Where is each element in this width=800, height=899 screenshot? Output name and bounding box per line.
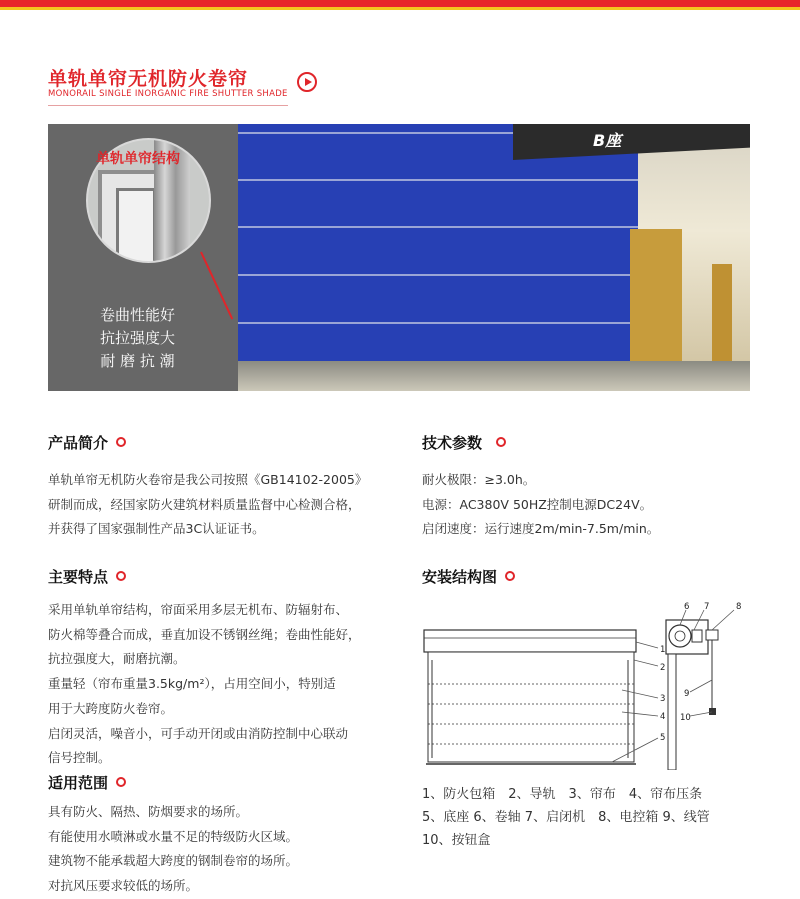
specs-text: 耐火极限：≥3.0h。 电源：AC380V 50HZ控制电源DC24V。 启闭速度：运行速度2m/min-7.5m/min。 [422, 472, 660, 537]
callout-9: 9 [684, 689, 690, 699]
callout-6: 6 [684, 602, 690, 612]
banner-info-panel [48, 124, 238, 391]
intro-text: 单轨单帘无机防火卷帘是我公司按照《GB14102-2005》 研制而成，经国家防火建筑材料质量监督中心检测合格， 并获得了国家强制性产品3C认证证书。 [48, 472, 368, 537]
product-banner [48, 124, 750, 391]
section-dot-icon [496, 437, 506, 447]
install-legend: 1、防火包箱 2、导轨 3、帘布 4、帘布压条 5、底座 6、卷轴 7、启闭机 8、电控箱 9、线管 10、按钮盒 [422, 787, 710, 848]
callout-4: 4 [660, 712, 666, 722]
callout-8: 8 [736, 602, 742, 612]
intro-heading: 产品简介 [48, 432, 126, 453]
callout-7: 7 [704, 602, 710, 612]
installation-photo [238, 124, 750, 391]
scope-heading: 适用范围 [48, 772, 126, 793]
scope-text: 具有防火、隔热、防烟要求的场所。 有能使用水喷淋或水量不足的特级防火区域。 建筑物不能承载超大跨度的钢制卷帘的场所。 对抗风压要求较低的场所。 [48, 804, 299, 894]
play-icon[interactable] [297, 72, 317, 92]
banner-feature: 卷曲性能好 [100, 306, 176, 324]
banner-feature: 耐 磨 抗 潮 [100, 352, 175, 370]
top-yellow-bar [0, 7, 800, 10]
specs-heading: 技术参数 [422, 432, 506, 453]
banner-features [100, 304, 175, 373]
mall-sign-text: B座 [593, 131, 622, 150]
install-heading: 安装结构图 [422, 566, 515, 587]
title-divider [48, 105, 288, 106]
pointer-line [200, 252, 233, 320]
features-heading: 主要特点 [48, 566, 126, 587]
features-text: 采用单轨单帘结构，帘面采用多层无机布、防辐射布、 防火棉等叠合而成，垂直加设不锈钢丝绳；卷曲性能好， 抗拉强度大，耐磨抗潮。 重量轻（帘布重量3.5kg/m²），占用空间小，特别适 用于大跨度防火卷帘。 启闭灵活，噪音小，可手动开闭或由消防控制中心联动 信号控制。 [48, 602, 361, 766]
callout-1: 1 [660, 645, 666, 655]
callout-2: 2 [660, 663, 666, 673]
page-title: 单轨单帘无机防火卷帘 [48, 68, 249, 90]
floor [238, 361, 750, 391]
callout-10: 10 [680, 713, 691, 723]
blue-shutter [238, 124, 638, 361]
callout-5: 5 [660, 733, 666, 743]
structure-label: 单轨单帘结构 [96, 151, 180, 167]
top-red-bar [0, 0, 800, 7]
section-dot-icon [116, 571, 126, 581]
banner-feature: 抗拉强度大 [100, 329, 176, 347]
installation-diagram [422, 600, 762, 770]
section-dot-icon [116, 777, 126, 787]
callout-3: 3 [660, 694, 666, 704]
page-subtitle: MONORAIL SINGLE INORGANIC FIRE SHUTTER SHADE [48, 89, 288, 99]
section-dot-icon [116, 437, 126, 447]
section-dot-icon [505, 571, 515, 581]
